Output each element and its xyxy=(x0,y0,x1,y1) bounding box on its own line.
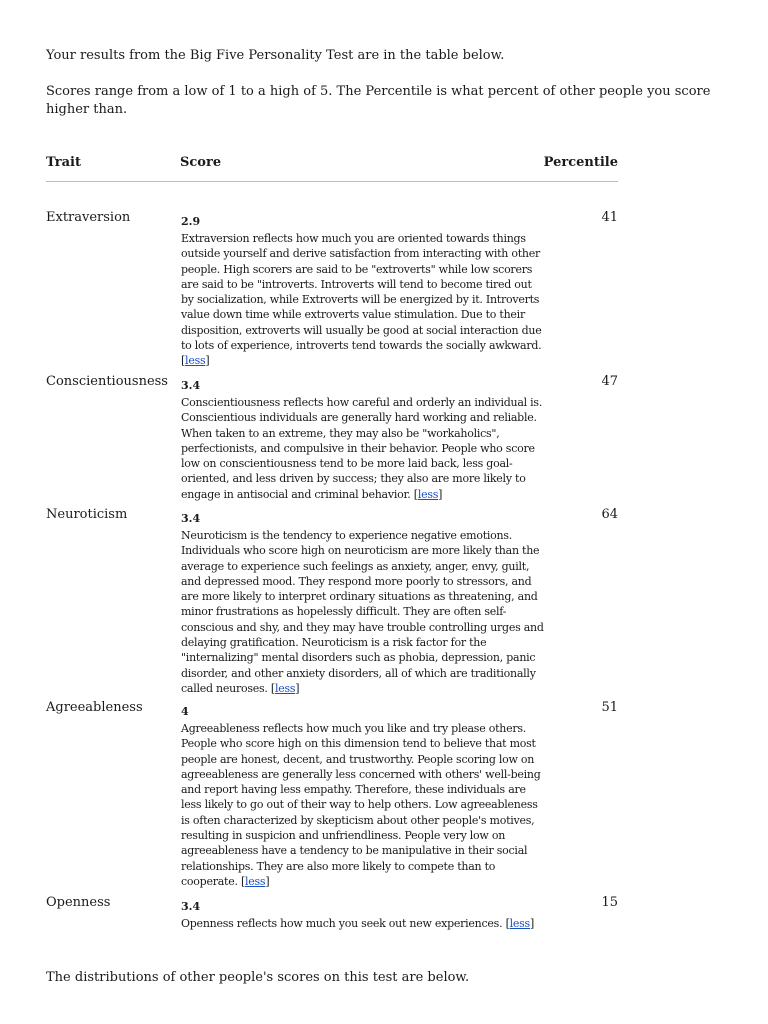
trait-percentile: 51 xyxy=(601,700,618,715)
trait-name: Extraversion xyxy=(46,210,131,225)
header-score: Score xyxy=(180,155,222,170)
trait-name: Neuroticism xyxy=(46,507,128,522)
trait-name: Agreeableness xyxy=(46,700,143,715)
trait-description: Neuroticism is the tendency to experience negative emotions. Individuals who score high on neuroticism are more likely than the average to experience such feelings as anxiety, anger, envy, guilt, and depressed mood. They respond more poorly to stressors, and are more likely to interpret ordinary situations as threatening, and minor frustrations as hopelessly difficult. They are often self-conscious and shy, and they may have trouble controlling urges and delaying gratification. Neuroticism is a risk factor for the "internalizing" mental disorders such as phobia, depression, panic disorder, and other anxiety disorders, all of which are traditionally called neuroses. [less] xyxy=(181,529,544,695)
intro-results-text: Your results from the Big Five Personality Test are in the table below. xyxy=(46,48,505,63)
trait-score: 3.4 xyxy=(181,379,201,392)
trait-description: Openness reflects how much you seek out new experiences. [less] xyxy=(181,917,534,930)
less-link[interactable]: less xyxy=(245,874,266,888)
trait-score: 4 xyxy=(181,705,189,718)
header-percentile: Percentile xyxy=(543,155,618,170)
trait-name: Conscientiousness xyxy=(46,374,168,389)
trait-name: Openness xyxy=(46,895,111,910)
trait-description: Conscientiousness reflects how careful and orderly an individual is. Conscientious individuals are generally hard working and reliable. When taken to an extreme, they may also be "workaholics", perfectionists, and compulsive in their behavior. People who score low on conscientiousness tend to be more laid back, less goal-oriented, and less driven by success; they also are more likely to engage in antisocial and criminal behavior. [less] xyxy=(181,396,543,501)
trait-score: 2.9 xyxy=(181,215,201,228)
less-link[interactable]: less xyxy=(185,354,206,368)
less-link[interactable]: less xyxy=(509,917,530,930)
less-link[interactable]: less xyxy=(274,681,296,695)
intro-score-range-text: Scores range from a low of 1 to a high of 5. The Percentile is what percent of other people you score higher than. xyxy=(46,84,711,117)
less-link[interactable]: less xyxy=(417,487,439,501)
trait-percentile: 47 xyxy=(601,374,618,389)
header-trait: Trait xyxy=(46,155,81,170)
header-divider xyxy=(46,181,618,182)
trait-percentile: 64 xyxy=(601,507,618,522)
trait-score: 3.4 xyxy=(181,512,201,525)
trait-description: Extraversion reflects how much you are oriented towards things outside yourself and derive satisfaction from interacting with other people. High scorers are said to be "extroverts" while low scorers are said to be "introverts. Introverts will tend to become tired out by socialization, while Extroverts will be energized by it. Introverts value down time while extroverts value stimulation. Due to their disposition, extroverts will usually be good at social interaction due to lots of experience, introverts tend towards the socially awkward. [less] xyxy=(181,232,542,368)
distributions-text: The distributions of other people's scores on this test are below. xyxy=(46,970,470,985)
trait-description: Agreeableness reflects how much you like and try please others. People who score high on this dimension tend to believe that most people are honest, decent, and trustworthy. People scoring low on agreeableness are generally less concerned with others' well-being and report having less empathy. Therefore, these individuals are less likely to go out of their way to help others. Low agreeableness is often characterized by skepticism about other people's motives, resulting in suspicion and unfriendliness. People very low on agreeableness have a tendency to be manipulative in their social relationships. They are also more likely to compete than to cooperate. [less] xyxy=(181,722,541,888)
trait-percentile: 41 xyxy=(601,210,618,225)
trait-percentile: 15 xyxy=(601,895,618,910)
trait-score: 3.4 xyxy=(181,900,201,913)
